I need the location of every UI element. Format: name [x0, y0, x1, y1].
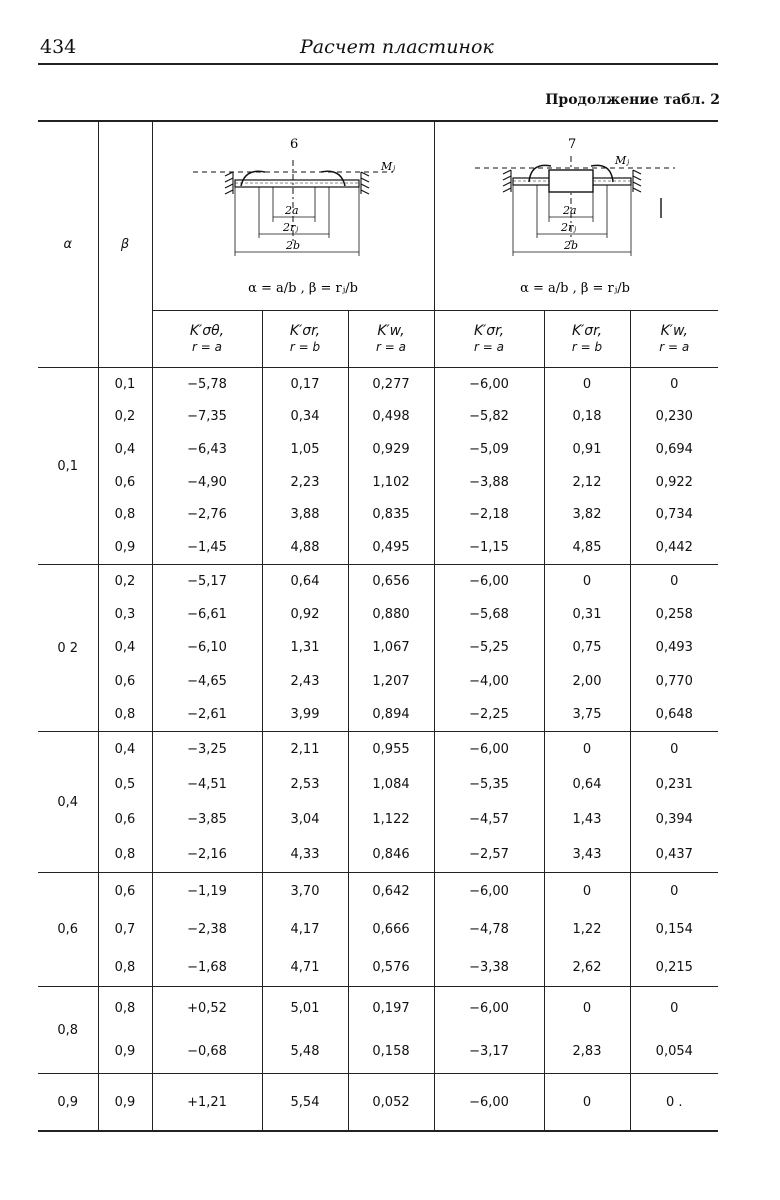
table-cell-value: −4,51	[187, 777, 227, 792]
table-cell-value: 0	[582, 884, 592, 900]
table-cell-value: 4,71	[290, 959, 320, 975]
table-row	[38, 987, 718, 1074]
table-cell-value: +1,21	[187, 1094, 227, 1110]
table-cell-value: 4,88	[290, 540, 320, 556]
table-cell-value: 0	[670, 742, 679, 757]
beta-values-cell	[98, 1074, 152, 1132]
table-cell-value: −5,09	[469, 442, 509, 458]
table-cell-value: −3,85	[187, 812, 227, 827]
value-cell-c3	[348, 1074, 434, 1132]
beta-value: 0,3	[114, 607, 136, 623]
table-cell-value: 3,43	[572, 847, 602, 862]
table-cell-value: 1,084	[372, 777, 410, 792]
beta-value: 0,9	[114, 1094, 136, 1110]
value-cell-c3	[348, 987, 434, 1074]
table-cell-value: −5,68	[469, 607, 509, 623]
beta-value: 0,7	[114, 921, 136, 937]
value-cell-c1	[152, 368, 262, 565]
beta-value: 0,6	[114, 474, 136, 490]
table-cell-value: −2,57	[469, 847, 509, 862]
table-cell-value: 0,955	[372, 742, 410, 757]
table-cell-value: −3,17	[469, 1044, 509, 1059]
table-cell-value: 0,642	[372, 884, 410, 900]
value-cell-c4	[434, 1074, 544, 1132]
table-cell-value: −1,19	[187, 884, 227, 900]
table-cell-value: 4,33	[290, 847, 320, 862]
case-7-moment-label: Mⱼ	[614, 154, 629, 167]
case-7-parameter-formula: α = a/b , β = rⱼ/b	[519, 281, 630, 296]
value-cell-c6	[630, 732, 718, 873]
table-cell-value: 5,54	[290, 1094, 320, 1110]
beta-value: 0,2	[114, 409, 136, 425]
value-cell-c5	[544, 1074, 630, 1132]
table-cell-value: −3,25	[187, 742, 227, 757]
table-cell-value: −5,78	[187, 376, 227, 392]
table-cell-value: 0	[670, 1001, 679, 1016]
value-cell-c2	[262, 732, 348, 873]
table-cell-value: 5,48	[290, 1044, 320, 1059]
beta-value: 0,4	[114, 640, 136, 656]
alpha-value: 0,9	[38, 1074, 98, 1132]
table-cell-value: −2,76	[187, 507, 227, 523]
table-cell-value: 0,052	[372, 1094, 410, 1110]
beta-value: 0,4	[114, 442, 136, 458]
table-cell-value: −0,68	[187, 1044, 227, 1059]
value-cell-c4	[434, 368, 544, 565]
case-7-number: 7	[567, 137, 576, 152]
alpha-value: 0 2	[38, 565, 98, 732]
beta-value: 0,9	[114, 1044, 136, 1059]
value-cell-c5	[544, 565, 630, 732]
table-cell-value: 0	[582, 574, 592, 590]
alpha-value: 0,6	[38, 873, 98, 987]
table-cell-value: 0,277	[372, 376, 410, 392]
page-number: 434	[40, 36, 77, 58]
table-cell-value: 1,067	[372, 640, 410, 656]
table-cell-value: 2,83	[572, 1044, 602, 1059]
table-cell-value: 0,694	[655, 442, 693, 458]
value-cell-c1	[152, 987, 262, 1074]
beta-value: 0,6	[114, 812, 136, 827]
table-cell-value: 0,576	[372, 959, 410, 975]
case-7-col-2-header: K′σr, r = b	[544, 311, 630, 368]
table-cell-value: 0,846	[372, 847, 410, 862]
value-cell-c4	[434, 732, 544, 873]
table-cell-value: 2,62	[572, 959, 602, 975]
beta-value: 0,8	[114, 507, 136, 523]
table-cell-value: 1,05	[290, 442, 320, 458]
table-cell-value: −6,00	[469, 884, 509, 900]
data-table	[38, 120, 718, 1132]
value-cell-c1	[152, 565, 262, 732]
table-cell-value: 0,231	[655, 777, 693, 792]
case-7-col-3-header: K′w, r = a	[630, 311, 718, 368]
case-6-col-2-header: K′σr, r = b	[262, 311, 348, 368]
table-cell-value: 3,70	[290, 884, 320, 900]
beta-values-cell	[98, 732, 152, 873]
case-6-diagram-cell	[152, 121, 434, 311]
case-7-plate-diagram	[435, 122, 735, 310]
table-cell-value: −4,00	[469, 673, 509, 689]
alpha-value: 0,1	[38, 368, 98, 565]
alpha-value: 0,4	[38, 732, 98, 873]
table-cell-value: 0	[582, 1001, 592, 1016]
table-cell-value: −3,88	[469, 474, 509, 490]
table-cell-value: −4,78	[469, 921, 509, 937]
table-cell-value: −4,90	[187, 474, 227, 490]
value-cell-c1	[152, 732, 262, 873]
case-7-diagram-cell	[434, 121, 718, 311]
value-cell-c6	[630, 873, 718, 987]
beta-column-header: β	[98, 121, 152, 368]
case-6-plate-diagram	[153, 122, 453, 310]
table-cell-value: 0	[670, 376, 679, 392]
table-cell-value: 0,894	[372, 706, 410, 722]
table-cell-value: 0,835	[372, 507, 410, 523]
table-cell-value: 0,394	[655, 812, 693, 827]
value-cell-c4	[434, 873, 544, 987]
table-cell-value: −5,35	[469, 777, 509, 792]
beta-value: 0,5	[114, 777, 136, 792]
beta-value: 0,2	[114, 574, 136, 590]
table-cell-value: 0,18	[572, 409, 602, 425]
value-cell-c2	[262, 1074, 348, 1132]
value-cell-c3	[348, 565, 434, 732]
case-6-dim-2a: 2a	[284, 204, 299, 217]
value-cell-c2	[262, 873, 348, 987]
table-cell-value: 0,91	[572, 442, 602, 458]
table-cell-value: −6,61	[187, 607, 227, 623]
table-cell-value: 0,31	[572, 607, 602, 623]
case-7-col-1-header: K′σr, r = a	[434, 311, 544, 368]
table-cell-value: 1,207	[372, 673, 410, 689]
table-cell-value: −2,25	[469, 706, 509, 722]
table-cell-value: 2,43	[290, 673, 320, 689]
table-continuation-label: Продолжение табл. 2	[545, 92, 720, 108]
case-6-parameter-formula: α = a/b , β = rⱼ/b	[247, 281, 358, 296]
table-cell-value: 0	[670, 884, 679, 900]
table-cell-value: −3,38	[469, 959, 509, 975]
table-cell-value: −6,00	[469, 574, 509, 590]
table-cell-value: 3,75	[572, 706, 602, 722]
table-cell-value: 0,230	[655, 409, 693, 425]
table-cell-value: 0,34	[290, 409, 320, 425]
value-cell-c6	[630, 1074, 718, 1132]
header-rule	[38, 63, 718, 65]
value-cell-c6	[630, 565, 718, 732]
case-6-dim-2b: 2b	[285, 239, 300, 252]
table-cell-value: 4,85	[572, 540, 602, 556]
table-cell-value: 0,929	[372, 442, 410, 458]
table-row	[38, 1074, 718, 1132]
table-cell-value: 2,53	[290, 777, 320, 792]
table-row	[38, 873, 718, 987]
beta-value: 0,8	[114, 959, 136, 975]
case-7-dim-2b: 2b	[563, 239, 578, 252]
value-cell-c1	[152, 1074, 262, 1132]
table-cell-value: 0,656	[372, 574, 410, 590]
table-cell-value: +0,52	[187, 1001, 227, 1016]
table-cell-value: 0,442	[655, 540, 693, 556]
case-6-number: 6	[289, 137, 298, 152]
table-cell-value: 0	[582, 1094, 592, 1110]
table-cell-value: −1,45	[187, 540, 227, 556]
table-cell-value: 1,122	[372, 812, 410, 827]
case-7-dim-2rj: 2rⱼ	[560, 221, 576, 234]
table-cell-value: 0,498	[372, 409, 410, 425]
table-cell-value: 0,215	[655, 959, 693, 975]
table-cell-value: −2,18	[469, 507, 509, 523]
table-cell-value: 0,64	[572, 777, 602, 792]
table-cell-value: −5,82	[469, 409, 509, 425]
table-cell-value: 0	[670, 574, 679, 590]
table-cell-value: 0,922	[655, 474, 693, 490]
beta-values-cell	[98, 565, 152, 732]
table-cell-value: 0,197	[372, 1001, 410, 1016]
value-cell-c3	[348, 732, 434, 873]
table-cell-value: 0 .	[666, 1094, 683, 1110]
table-cell-value: 1,22	[572, 921, 602, 937]
table-cell-value: 2,00	[572, 673, 602, 689]
value-cell-c3	[348, 368, 434, 565]
beta-value: 0,8	[114, 1001, 136, 1016]
value-cell-c5	[544, 368, 630, 565]
table-cell-value: −2,61	[187, 706, 227, 722]
table-cell-value: −6,00	[469, 1094, 509, 1110]
table-cell-value: −2,16	[187, 847, 227, 862]
beta-values-cell	[98, 368, 152, 565]
table-cell-value: 2,23	[290, 474, 320, 490]
beta-values-cell	[98, 987, 152, 1074]
case-6-dim-2rj: 2rⱼ	[282, 221, 298, 234]
table-cell-value: 5,01	[290, 1001, 320, 1016]
table-cell-value: 0,666	[372, 921, 410, 937]
table-cell-value: −6,00	[469, 376, 509, 392]
table-cell-value: −4,65	[187, 673, 227, 689]
value-cell-c1	[152, 873, 262, 987]
table-cell-value: 0,258	[655, 607, 693, 623]
table-row	[38, 732, 718, 873]
beta-value: 0,8	[114, 847, 136, 862]
value-cell-c2	[262, 987, 348, 1074]
table-cell-value: 0,17	[290, 376, 320, 392]
value-cell-c2	[262, 368, 348, 565]
table-cell-value: 1,31	[290, 640, 320, 656]
table-cell-value: −7,35	[187, 409, 227, 425]
table-cell-value: 0,880	[372, 607, 410, 623]
beta-value: 0,9	[114, 540, 136, 556]
case-6-col-3-header: K′w, r = a	[348, 311, 434, 368]
table-cell-value: 1,43	[572, 812, 602, 827]
table-cell-value: 1,102	[372, 474, 410, 490]
table-cell-value: −1,68	[187, 959, 227, 975]
table-cell-value: −6,00	[469, 1001, 509, 1016]
running-title: Расчет пластинок	[300, 36, 494, 58]
value-cell-c3	[348, 873, 434, 987]
table-cell-value: 0,64	[290, 574, 320, 590]
table-cell-value: −6,00	[469, 742, 509, 757]
table-cell-value: 3,99	[290, 706, 320, 722]
case-7-dim-2a: 2a	[562, 204, 577, 217]
table-cell-value: −6,43	[187, 442, 227, 458]
table-row	[38, 368, 718, 565]
table-cell-value: 0,734	[655, 507, 693, 523]
table-cell-value: 3,82	[572, 507, 602, 523]
value-cell-c2	[262, 565, 348, 732]
alpha-column-header: α	[38, 121, 98, 368]
value-cell-c6	[630, 987, 718, 1074]
value-cell-c4	[434, 987, 544, 1074]
value-cell-c6	[630, 368, 718, 565]
table-cell-value: 0,648	[655, 706, 693, 722]
table-cell-value: 0	[582, 376, 592, 392]
table-cell-value: −5,25	[469, 640, 509, 656]
table-cell-value: 0,493	[655, 640, 693, 656]
table-cell-value: 0	[582, 742, 592, 757]
table-cell-value: 0,770	[655, 673, 693, 689]
beta-value: 0,6	[114, 673, 136, 689]
table-cell-value: 3,04	[290, 812, 320, 827]
beta-value: 0,1	[114, 376, 136, 392]
table-cell-value: 4,17	[290, 921, 320, 937]
table-cell-value: 2,12	[572, 474, 602, 490]
table-cell-value: 0,437	[655, 847, 693, 862]
value-cell-c5	[544, 873, 630, 987]
table-cell-value: 0,158	[372, 1044, 410, 1059]
beta-value: 0,6	[114, 884, 136, 900]
beta-value: 0,8	[114, 706, 136, 722]
case-6-col-1-header: K′σθ, r = a	[152, 311, 262, 368]
value-cell-c4	[434, 565, 544, 732]
table-cell-value: −2,38	[187, 921, 227, 937]
table-cell-value: 0,054	[655, 1044, 693, 1059]
table-cell-value: 3,88	[290, 507, 320, 523]
table-cell-value: 0,154	[655, 921, 693, 937]
table-cell-value: −1,15	[469, 540, 509, 556]
table-row	[38, 565, 718, 732]
case-6-moment-label: Mⱼ	[380, 160, 395, 173]
table-cell-value: −4,57	[469, 812, 509, 827]
value-cell-c5	[544, 732, 630, 873]
table-cell-value: 2,11	[290, 742, 320, 757]
table-cell-value: −5,17	[187, 574, 227, 590]
beta-values-cell	[98, 873, 152, 987]
table-cell-value: −6,10	[187, 640, 227, 656]
value-cell-c5	[544, 987, 630, 1074]
table-cell-value: 0,495	[372, 540, 410, 556]
alpha-value: 0,8	[38, 987, 98, 1074]
table-cell-value: 0,75	[572, 640, 602, 656]
table-cell-value: 0,92	[290, 607, 320, 623]
beta-value: 0,4	[114, 742, 136, 757]
